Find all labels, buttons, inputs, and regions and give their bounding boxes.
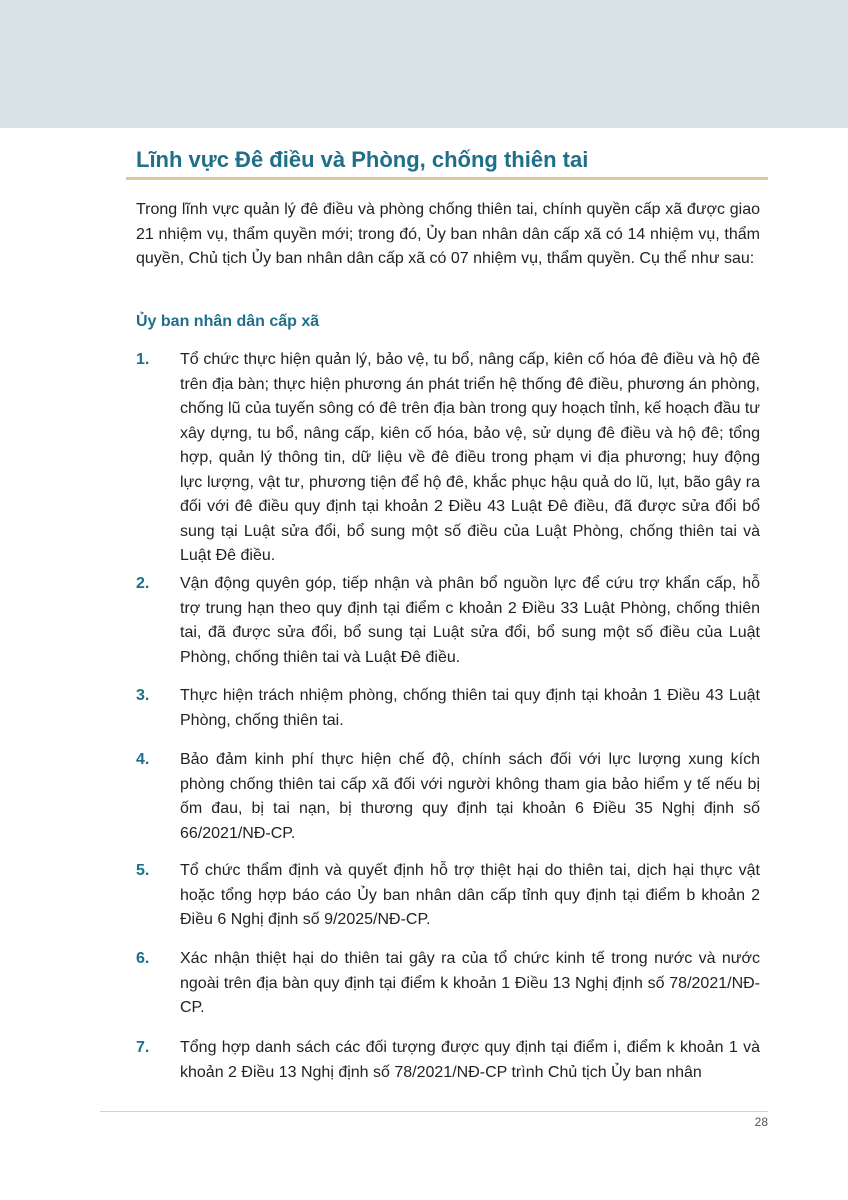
item-text: Tổng hợp danh sách các đối tượng được quy định tại điểm i, điểm k khoản 1 và khoản 2 Điều 13 Nghị định số 78/2021/NĐ-CP trình Chủ tịch Ủy ban nhân xyxy=(180,1039,760,1081)
item-number: 6. xyxy=(136,950,150,967)
item-text: Thực hiện trách nhiệm phòng, chống thiên tai quy định tại khoản 1 Điều 43 Luật Phòng, chống thiên tai. xyxy=(180,687,760,729)
page-number: 28 xyxy=(754,1115,768,1129)
list-item xyxy=(136,947,760,1021)
list-item xyxy=(136,1036,760,1085)
intro-paragraph: Trong lĩnh vực quản lý đê điều và phòng chống thiên tai, chính quyền cấp xã được giao 21 nhiệm vụ, thẩm quyền mới; trong đó, Ủy ban nhân dân cấp xã có 14 nhiệm vụ, thẩm quyền, Chủ tịch Ủy ban nhân dân cấp xã có 07 nhiệm vụ, thẩm quyền. Cụ thể như sau: xyxy=(136,201,760,267)
header-band xyxy=(0,0,848,128)
title-underline xyxy=(126,177,768,180)
item-number: 5. xyxy=(136,862,150,879)
list-item xyxy=(136,684,760,733)
list-item xyxy=(136,859,760,933)
item-number: 7. xyxy=(136,1039,150,1056)
item-text: Tổ chức thẩm định và quyết định hỗ trợ thiệt hại do thiên tai, dịch hại thực vật hoặc tổng hợp báo cáo Ủy ban nhân dân cấp tỉnh quy định tại điểm b khoản 2 Điều 6 Nghị định số 9/2025/NĐ-CP. xyxy=(180,862,760,928)
item-text: Xác nhận thiệt hại do thiên tai gây ra của tổ chức kinh tế trong nước và nước ngoài trên địa bàn quy định tại điểm k khoản 1 Điều 13 Nghị định số 78/2021/NĐ-CP. xyxy=(180,950,760,1016)
footer-rule xyxy=(100,1111,768,1112)
item-number: 2. xyxy=(136,575,150,592)
list-item xyxy=(136,572,760,670)
subheading: Ủy ban nhân dân cấp xã xyxy=(136,313,320,330)
item-number: 3. xyxy=(136,687,150,704)
list-item xyxy=(136,748,760,846)
item-text: Vận động quyên góp, tiếp nhận và phân bổ nguồn lực để cứu trợ khẩn cấp, hỗ trợ trung hạn theo quy định tại điểm c khoản 2 Điều 33 Luật Phòng, chống thiên tai, đã được sửa đổi, bổ sung tại Luật sửa đổi, bổ sung một số điều của Luật Phòng, chống thiên tai và Luật Đê điều. xyxy=(180,575,760,666)
list-item xyxy=(136,348,760,569)
section-header xyxy=(136,142,760,178)
section-title: Lĩnh vực Đê điều và Phòng, chống thiên tai xyxy=(136,147,589,172)
item-text: Tổ chức thực hiện quản lý, bảo vệ, tu bổ, nâng cấp, kiên cố hóa đê điều và hộ đê trên địa bàn; thực hiện phương án phát triển hệ thống đê điều, phương án phòng, chống lũ của tuyến sông có đê trên địa bàn trong quy hoạch tỉnh, kế hoạch đầu tư xây dựng, tu bổ, nâng cấp, kiên cố hóa, bảo vệ, sử dụng đê điều và hộ đê; tổng hợp, quản lý thông tin, dữ liệu về đê điều trong phạm vi địa phương; huy động lực lượng, vật tư, phương tiện để hộ đê, khắc phục hậu quả do lũ, lụt, bão gây ra đối với đê điều quy định tại khoản 2 Điều 43 Luật Đê điều, đã được sửa đổi bổ sung tại Luật sửa đổi, bổ sung một số điều của Luật Phòng, chống thiên tai và Luật Đê điều. xyxy=(180,351,761,564)
item-number: 1. xyxy=(136,351,150,368)
item-text: Bảo đảm kinh phí thực hiện chế độ, chính sách đối với lực lượng xung kích phòng chống thiên tai cấp xã đối với người không tham gia bảo hiểm y tế nếu bị ốm đau, bị tai nạn, bị thương quy định tại khoản 6 Điều 35 Nghị định số 66/2021/NĐ-CP. xyxy=(180,751,760,842)
item-number: 4. xyxy=(136,751,150,768)
